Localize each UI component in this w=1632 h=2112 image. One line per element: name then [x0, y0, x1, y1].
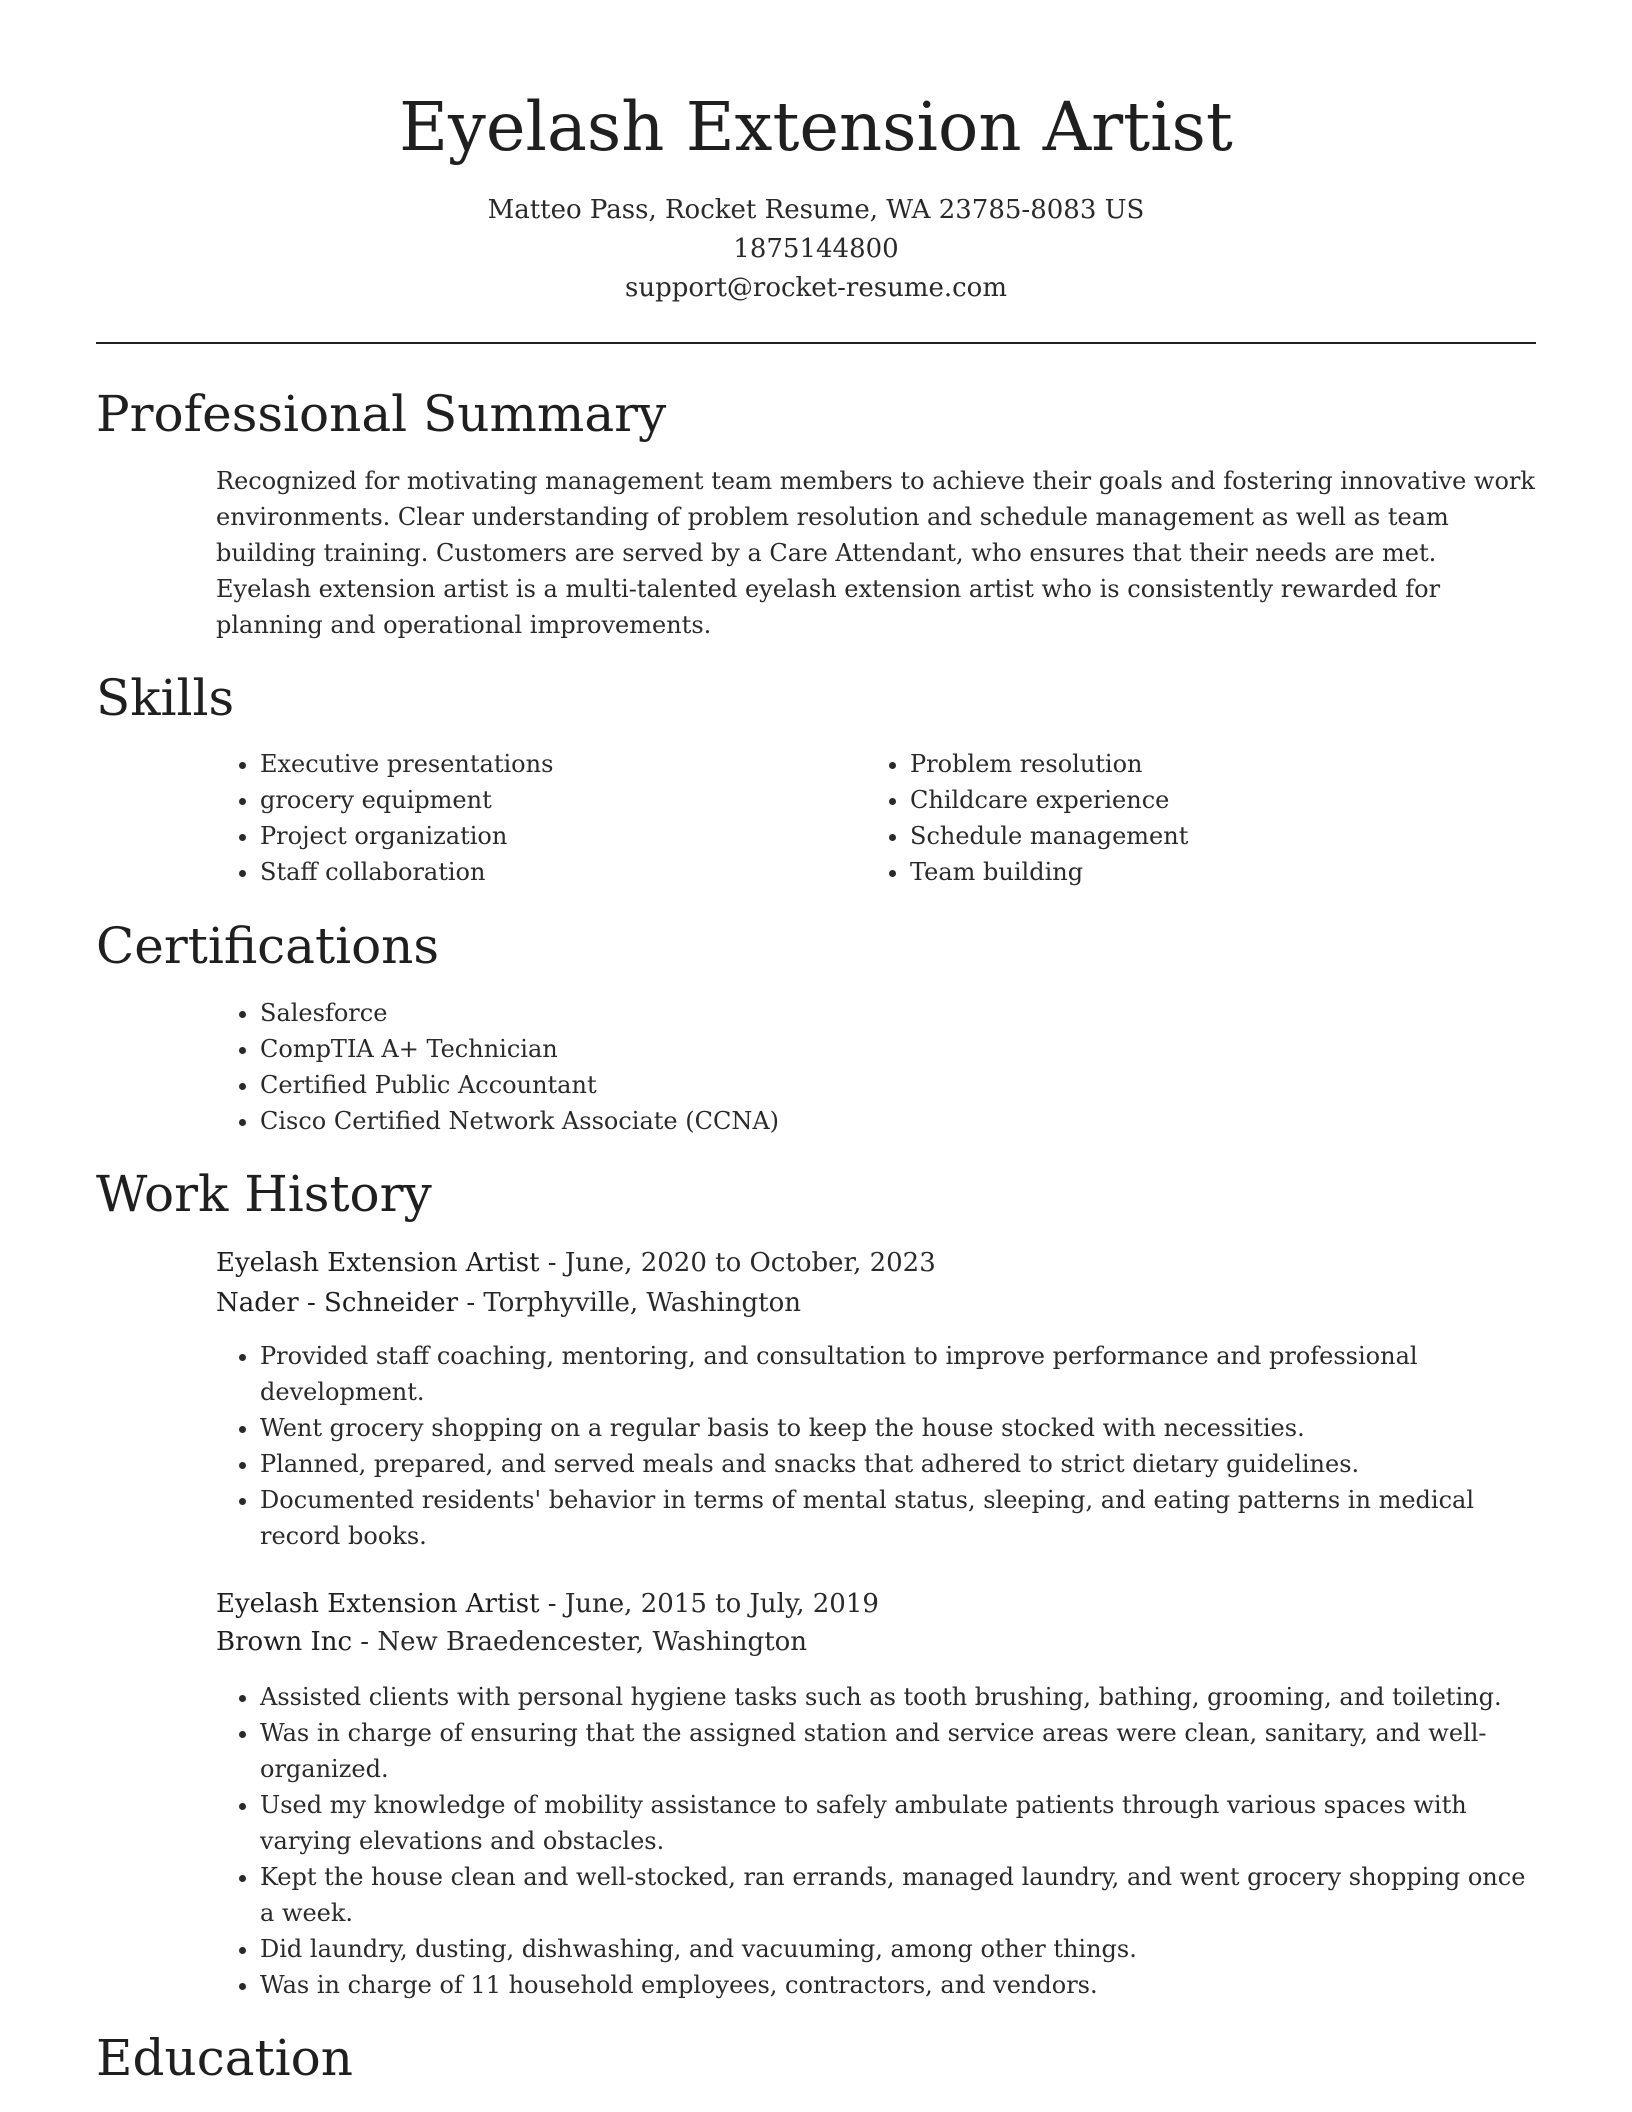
skill-item: • Staff collaboration	[260, 854, 820, 890]
job-title: Eyelash Extension Artist	[216, 1248, 540, 1278]
job-company-line: Nader - Schneider - Torphyville, Washington	[216, 1288, 802, 1318]
work-history-heading: Work History	[96, 1165, 432, 1223]
job-bullet: • Assisted clients with personal hygiene tasks such as tooth brushing, bathing, grooming, and toileting.	[260, 1679, 1536, 1715]
job-bullets	[216, 1679, 1536, 2003]
contact-address: Matteo Pass, Rocket Resume, WA 23785-8083 US	[487, 195, 1145, 225]
job-dates: June, 2020 to October, 2023	[564, 1248, 936, 1278]
job-title-line: Eyelash Extension Artist - June, 2015 to July, 2019	[216, 1589, 879, 1619]
skill-item: • Project organization	[260, 818, 820, 854]
contact-block	[0, 191, 1632, 308]
certification-item: • Cisco Certified Network Associate (CCNA)	[260, 1103, 1536, 1139]
job-location: New Braedencester, Washington	[377, 1627, 808, 1657]
job-bullet: • Used my knowledge of mobility assistance to safely ambulate patients through various spaces with varying elevations and obstacles.	[260, 1787, 1536, 1859]
skill-item: • Executive presentations	[260, 746, 820, 782]
certifications-heading: Certifications	[96, 917, 440, 975]
skill-item: • Childcare experience	[910, 782, 1530, 818]
skills-heading: Skills	[96, 669, 235, 727]
job-bullet: • Did laundry, dusting, dishwashing, and vacuuming, among other things.	[260, 1931, 1536, 1967]
skill-item: • grocery equipment	[260, 782, 820, 818]
job-bullet: • Documented residents' behavior in terms of mental status, sleeping, and eating patterns in medical record books.	[260, 1482, 1536, 1554]
skill-item: • Team building	[910, 854, 1530, 890]
skill-item: • Schedule management	[910, 818, 1530, 854]
skills-list-left	[216, 746, 820, 890]
contact-email: support@rocket-resume.com	[624, 273, 1007, 303]
job-bullets	[216, 1338, 1536, 1554]
job-location: Torphyville, Washington	[483, 1288, 802, 1318]
skills-list-right	[866, 746, 1530, 890]
job-company: Nader - Schneider	[216, 1288, 459, 1318]
job-dates: June, 2015 to July, 2019	[564, 1589, 879, 1619]
summary-text: Recognized for motivating management team members to achieve their goals and fostering innovative work environments. Clear understanding of problem resolution and schedule management as well as team building training. Customers are served by a Care Attendant, who ensures that their needs are met. Eyelash extension artist is a multi-talented eyelash extension artist who is consistently rewarded for planning and operational improvements.	[216, 467, 1535, 639]
job-bullet: • Was in charge of ensuring that the assigned station and service areas were clean, sanitary, and well-organized.	[260, 1715, 1536, 1787]
job-bullet: • Provided staff coaching, mentoring, and consultation to improve performance and professional development.	[260, 1338, 1536, 1410]
education-heading: Education	[96, 2029, 353, 2087]
certification-item: • Certified Public Accountant	[260, 1067, 1536, 1103]
job-title: Eyelash Extension Artist	[216, 1589, 540, 1619]
skill-item: • Problem resolution	[910, 746, 1530, 782]
certification-item: • Salesforce	[260, 995, 1536, 1031]
job-bullet: • Went grocery shopping on a regular basis to keep the house stocked with necessities.	[260, 1410, 1536, 1446]
job-company: Brown Inc	[216, 1627, 353, 1657]
job-bullet: • Kept the house clean and well-stocked, ran errands, managed laundry, and went grocery shopping once a week.	[260, 1859, 1536, 1931]
certifications-list	[216, 995, 1536, 1139]
resume-name: Eyelash Extension Artist	[399, 88, 1233, 166]
contact-phone: 1875144800	[733, 234, 899, 264]
job-title-line: Eyelash Extension Artist - June, 2020 to October, 2023	[216, 1248, 936, 1278]
job-bullet: • Was in charge of 11 household employees, contractors, and vendors.	[260, 1967, 1536, 2003]
job-company-line: Brown Inc - New Braedencester, Washington	[216, 1627, 808, 1657]
summary-heading: Professional Summary	[96, 385, 667, 443]
certification-item: • CompTIA A+ Technician	[260, 1031, 1536, 1067]
header-divider	[96, 342, 1536, 344]
job-bullet: • Planned, prepared, and served meals and snacks that adhered to strict dietary guidelines.	[260, 1446, 1536, 1482]
